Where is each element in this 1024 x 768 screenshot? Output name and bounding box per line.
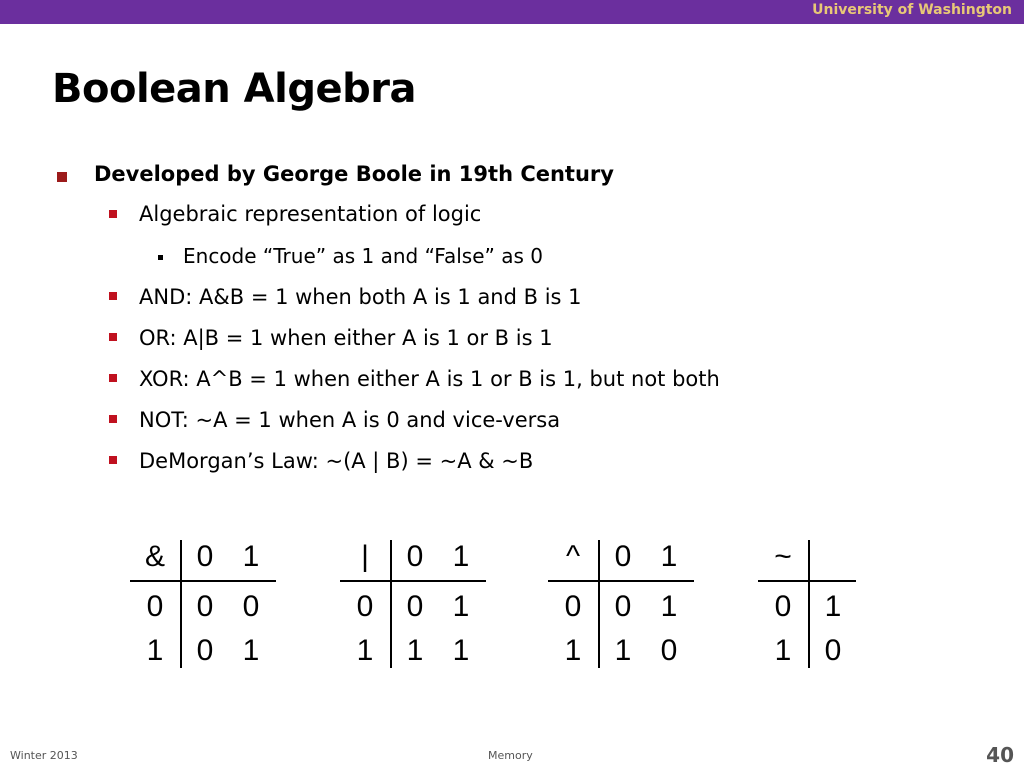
table-row-label: 1 (146, 634, 164, 667)
table-row-label: 0 (356, 590, 374, 623)
bullet-marker-l1 (57, 172, 67, 182)
bullet-marker-l2 (109, 415, 117, 423)
table-operator: | (361, 540, 369, 573)
table-divider (548, 580, 694, 582)
and-truth-table (140, 540, 280, 670)
header-bar (0, 0, 1024, 24)
table-cell: 1 (660, 590, 678, 623)
table-row-label: 0 (774, 590, 792, 623)
bullet-marker-l3 (158, 255, 163, 260)
table-cell: 0 (660, 634, 678, 667)
table-divider (340, 580, 486, 582)
bullet-xor: XOR: A^B = 1 when either A is 1 or B is 1, but not both (139, 367, 720, 391)
table-divider (758, 580, 856, 582)
bullet-marker-l2 (109, 292, 117, 300)
bullet-demorgan: DeMorgan’s Law: ~(A | B) = ~A & ~B (139, 449, 534, 473)
bullet-or: OR: A|B = 1 when either A is 1 or B is 1 (139, 326, 553, 350)
table-header-cell: 0 (406, 540, 424, 573)
bullet-marker-l2 (109, 456, 117, 464)
table-operator: & (144, 540, 165, 573)
bullet-developed: Developed by George Boole in 19th Century (94, 162, 614, 186)
table-cell: 0 (824, 634, 842, 667)
table-cell: 0 (242, 590, 260, 623)
page-number: 40 (986, 743, 1014, 767)
bullet-algebraic: Algebraic representation of logic (139, 202, 482, 226)
org-name: University of Washington (812, 2, 1012, 18)
bullet-marker-l2 (109, 210, 117, 218)
bullet-and: AND: A&B = 1 when both A is 1 and B is 1 (139, 285, 582, 309)
table-cell: 1 (242, 634, 260, 667)
or-truth-table (350, 540, 490, 670)
table-divider (598, 540, 600, 668)
table-row-label: 1 (774, 634, 792, 667)
table-cell: 0 (614, 590, 632, 623)
table-divider (390, 540, 392, 668)
table-header-cell: 1 (242, 540, 260, 573)
footer-topic: Memory (488, 749, 533, 762)
table-cell: 1 (824, 590, 842, 623)
table-divider (180, 540, 182, 668)
bullet-not: NOT: ~A = 1 when A is 0 and vice-versa (139, 408, 561, 432)
table-header-cell: 1 (660, 540, 678, 573)
table-divider (130, 580, 276, 582)
bullet-marker-l2 (109, 333, 117, 341)
table-header-cell: 1 (452, 540, 470, 573)
table-header-cell: 0 (614, 540, 632, 573)
table-row-label: 0 (564, 590, 582, 623)
not-truth-table (768, 540, 868, 670)
footer-term: Winter 2013 (10, 749, 78, 762)
xor-truth-table (558, 540, 698, 670)
slide-title: Boolean Algebra (52, 66, 416, 112)
table-cell: 1 (452, 634, 470, 667)
table-cell: 0 (196, 634, 214, 667)
table-operator: ^ (565, 540, 581, 573)
table-operator: ~ (774, 540, 792, 573)
table-row-label: 0 (146, 590, 164, 623)
table-cell: 1 (452, 590, 470, 623)
bullet-marker-l2 (109, 374, 117, 382)
table-row-label: 1 (564, 634, 582, 667)
table-divider (808, 540, 810, 668)
table-cell: 1 (614, 634, 632, 667)
table-row-label: 1 (356, 634, 374, 667)
table-cell: 0 (196, 590, 214, 623)
bullet-encode: Encode “True” as 1 and “False” as 0 (183, 244, 543, 268)
table-cell: 0 (406, 590, 424, 623)
table-cell: 1 (406, 634, 424, 667)
table-header-cell: 0 (196, 540, 214, 573)
